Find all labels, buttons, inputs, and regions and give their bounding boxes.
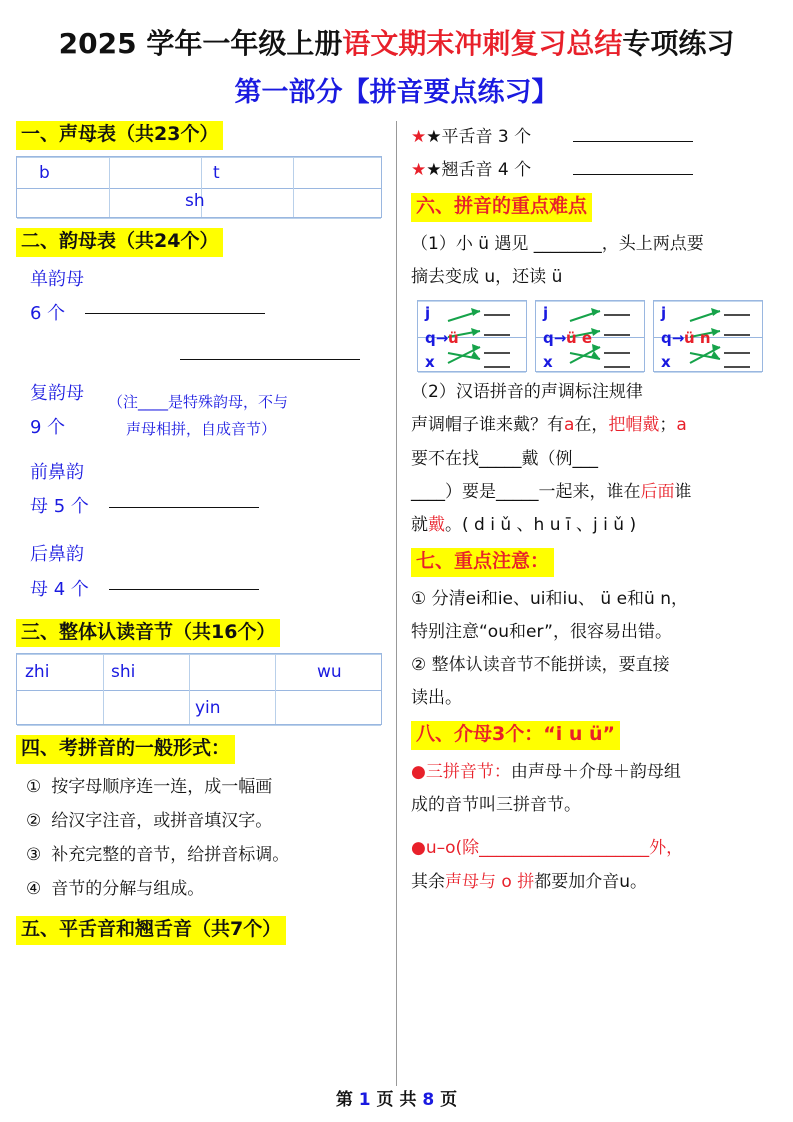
section-7-heading: 七、重点注意：	[411, 548, 554, 577]
q1-line-1: （1）小 ü 遇见 ________，头上两点要	[411, 234, 704, 255]
note-1-line-1	[411, 583, 777, 616]
page-title-line1	[16, 22, 777, 62]
title-part-2: 语文期末冲刺复习总结	[342, 27, 623, 60]
jqx-diagram-3	[653, 300, 763, 372]
q2-line-1	[411, 409, 777, 442]
list-number: ①	[26, 777, 42, 798]
footer-total-pages: 8	[422, 1090, 435, 1110]
section-3-heading: 三、整体认读音节（共16个）	[16, 619, 280, 648]
section-5-heading: 五、平舌音和翘舌音（共7个）	[16, 916, 286, 945]
pinyin-cell-zhi: zhi	[25, 662, 50, 683]
section-6-heading: 六、拼音的重点难点	[411, 193, 592, 222]
list-item	[26, 872, 382, 906]
q1-line-2: 摘去变成 u，还读 ü	[411, 267, 563, 288]
page-title-line2: 第一部分【拼音要点练习】	[234, 77, 559, 108]
section-2-heading: 二、韵母表（共24个）	[16, 228, 223, 257]
footer-mid: 页 共	[376, 1090, 417, 1110]
q2-l3-c: 谁	[674, 481, 692, 502]
list-text: 补充完整的音节，给拼音标调。	[51, 845, 290, 866]
diagram-letter-j: j	[425, 304, 431, 323]
yunmu-group-dan	[30, 263, 382, 331]
bullet-icon: ●	[411, 762, 426, 783]
bullet-icon-2: ●u–o(除____________________外，	[411, 838, 684, 859]
note-2-line-1: ② 整体认读音节不能拼读，要直接	[411, 655, 670, 676]
diagram-letter-q: q→	[425, 329, 449, 348]
bullet-1-text: 由声母＋介母＋韵母组	[510, 762, 681, 783]
yunmu-note-line2: 声母相拼，自成音节）	[126, 419, 277, 438]
q2-l3-b: 后面	[640, 481, 675, 502]
section-5-heading-row	[16, 916, 382, 945]
q2-l1-d: 把帽戴	[608, 415, 660, 436]
yunmu-note-line1: （注____是特殊韵母，不与	[108, 393, 289, 412]
list-item	[26, 804, 382, 838]
list-text: 音节的分解与组成。	[51, 879, 205, 900]
pinyin-cell-sh: sh	[185, 190, 205, 211]
bullet-2-line-1	[411, 832, 777, 865]
yunmu-note	[108, 389, 382, 442]
diagram-letter-q: q→	[543, 329, 567, 348]
column-divider	[396, 121, 397, 1086]
diagram-letter-mid: ü e	[566, 329, 593, 348]
q2-line-2: 要不在找_____戴（例___	[411, 448, 598, 469]
answer-blank-fu-top[interactable]	[180, 359, 360, 360]
diagram-letter-x: x	[543, 353, 553, 372]
title-part-3: 专项练习	[622, 27, 735, 60]
footer-prefix: 第	[335, 1090, 353, 1110]
pinyin-cell-wu: wu	[317, 662, 342, 683]
q2-l4-b: 戴	[428, 514, 445, 535]
zhengti-practice-grid[interactable]	[16, 653, 382, 725]
right-column	[403, 121, 777, 1086]
yunmu-group-qianbi	[30, 456, 382, 524]
footer-suffix: 页	[440, 1090, 458, 1110]
q2-title: （2）汉语拼音的声调标注规律	[411, 382, 643, 403]
yunmu-qianbi-label2: 母 5 个	[30, 496, 89, 518]
note-2-line-2: 读出。	[411, 688, 462, 709]
list-item	[26, 838, 382, 872]
pinyin-cell-yin: yin	[195, 698, 221, 719]
section-1-heading: 一、声母表（共23个）	[16, 121, 223, 150]
section-3-heading-row	[16, 619, 382, 648]
list-number: ③	[26, 845, 42, 866]
content-columns	[16, 121, 777, 1086]
q2-l1-f: a	[676, 415, 687, 436]
yunmu-houbi-label2: 母 4 个	[30, 578, 89, 600]
bullet-2-b: 其余	[411, 871, 445, 892]
section-2-heading-row	[16, 228, 382, 257]
diagram-letter-j: j	[543, 304, 549, 323]
section-8-heading: 八、介母3个：“i u ü”	[411, 721, 620, 750]
jqx-diagram-group	[417, 300, 777, 372]
diagram-letter-x: x	[661, 353, 671, 372]
bullet-2-line-2	[411, 866, 777, 899]
list-number: ②	[26, 811, 42, 832]
q2-l3-a: ____）要是_____一起来，谁在	[411, 481, 641, 502]
section-7-heading-row	[411, 548, 777, 577]
list-text: 按字母顺序连一连，成一幅画	[51, 777, 273, 798]
yunmu-houbi-label1: 后鼻韵	[30, 544, 84, 566]
pingshe-label: ★平舌音 3 个	[426, 127, 532, 147]
yunmu-fu-label2: 9 个	[30, 417, 66, 439]
q2-l1-c: 在，	[574, 415, 609, 436]
yunmu-dan-label1: 单韵母	[30, 268, 84, 290]
answer-blank-qiaoshe[interactable]	[573, 174, 693, 175]
section-8-heading-row	[411, 721, 777, 750]
note-1-a: ① 分清	[411, 588, 466, 609]
q2-line-4	[411, 509, 777, 542]
pingshe-row	[411, 121, 777, 154]
section-1-heading-row	[16, 121, 382, 150]
diagram-letter-q: q→	[661, 329, 685, 348]
answer-blank-pingshe[interactable]	[573, 141, 693, 142]
yunmu-dan-row	[30, 297, 382, 331]
diagram-letter-mid: ü	[448, 329, 459, 348]
note-1-b: ei和ie、ui和iu、 ü e和ü n，	[465, 588, 689, 609]
list-text: 给汉字注音，或拼音填汉字。	[51, 811, 273, 832]
bullet-2-d: 都要加介音u。	[534, 871, 647, 892]
footer-page-number: 1	[358, 1090, 371, 1110]
bullet-1-line-2: 成的音节叫三拼音节。	[411, 795, 581, 816]
diagram-letter-mid: ü n	[684, 329, 711, 348]
q2-l4-a: 就	[411, 514, 428, 535]
page-footer	[0, 1085, 793, 1110]
list-item	[26, 770, 382, 804]
yunmu-houbi-row	[30, 573, 382, 607]
list-number: ④	[26, 879, 42, 900]
jqx-diagram-2	[535, 300, 645, 372]
star-icon: ★	[411, 127, 427, 147]
q2-l1-a: 声调帽子谁来戴？有	[411, 415, 564, 436]
shengmu-practice-grid[interactable]	[16, 156, 382, 218]
bullet-1-label: 三拼音节：	[425, 762, 511, 783]
answer-blank-dan[interactable]	[85, 313, 265, 314]
answer-blank-houbi[interactable]	[109, 589, 259, 590]
qiaoshe-label: ★翘舌音 4 个	[426, 160, 532, 181]
qiaoshe-row	[411, 154, 777, 187]
pinyin-cell-shi: shi	[111, 662, 136, 683]
section-6-heading-row	[411, 193, 777, 222]
q2-line-3	[411, 476, 777, 509]
bullet-1-line-1	[411, 756, 777, 789]
yunmu-fu-label1: 复韵母	[30, 383, 84, 405]
star-icon: ★	[411, 160, 427, 181]
note-1-line-2: 特别注意“ou和er”，很容易出错。	[411, 621, 672, 642]
title-part-1: 2025 学年一年级上册	[58, 27, 343, 60]
q2-l1-b: a	[564, 415, 575, 436]
section-4-heading-row	[16, 735, 382, 764]
yunmu-dan-label2: 6 个	[30, 302, 66, 324]
diagram-letter-j: j	[661, 304, 667, 323]
answer-blank-qianbi[interactable]	[109, 507, 259, 508]
bullet-2-c: 声母与 o 拼	[445, 871, 535, 892]
diagram-letter-x: x	[425, 353, 435, 372]
left-column	[16, 121, 390, 1086]
section-4-list	[26, 770, 382, 906]
section-4-heading: 四、考拼音的一般形式：	[16, 735, 235, 764]
yunmu-qianbi-row	[30, 490, 382, 524]
yunmu-qianbi-label1: 前鼻韵	[30, 461, 84, 483]
pinyin-cell-t: t	[213, 162, 220, 183]
jqx-diagram-1	[417, 300, 527, 372]
pinyin-cell-b: b	[39, 162, 50, 183]
yunmu-group-houbi	[30, 538, 382, 606]
q2-l4-c: 。( d i ǔ 、h u ī 、j i ǔ )	[445, 514, 637, 535]
q2-l1-e: ；	[659, 415, 677, 436]
